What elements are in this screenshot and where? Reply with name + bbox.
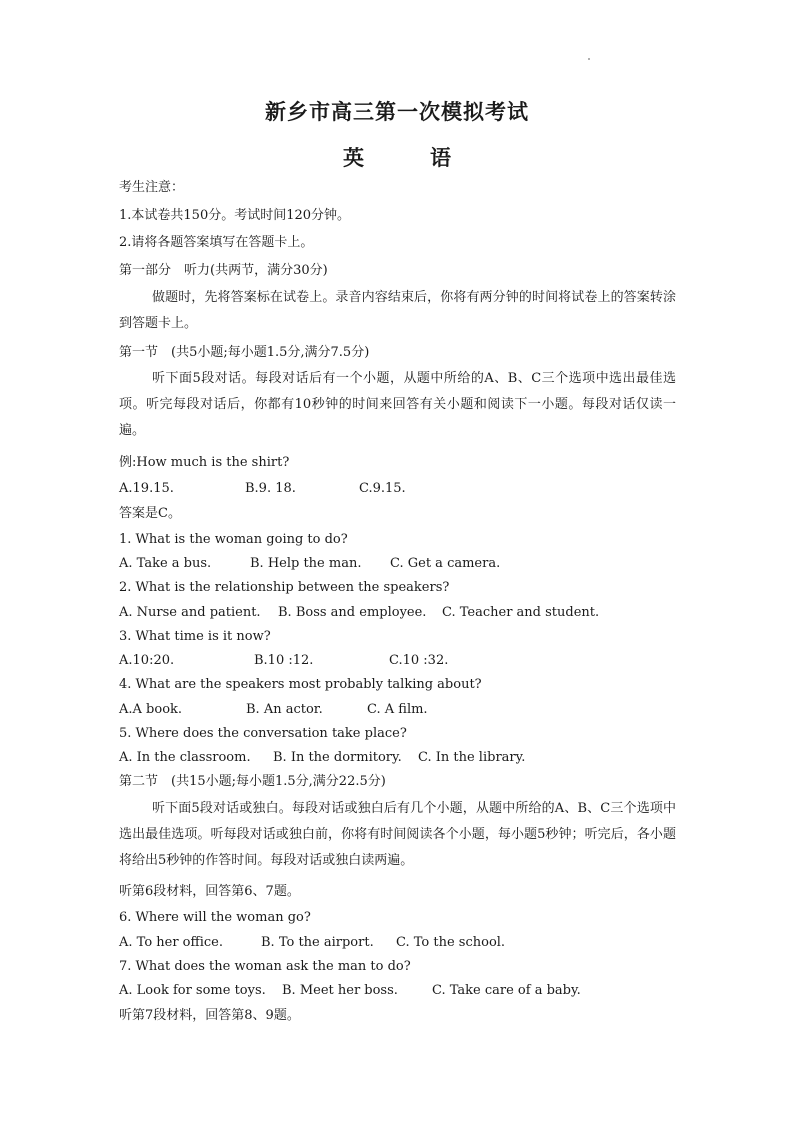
section2-intro: 听下面5段对话或独白。每段对话或独白后有几个小题，从题中所给的A、B、C三个选项中选出最佳选项。听每段对话或独白前，你将有时间阅读各个小题，每小题5秒钟；听完后，各小题将给出5秒钟的作答时间。每段对话或独白读两遍。	[119, 801, 676, 868]
example-option-c: C.9.15.	[359, 481, 406, 496]
q5-option-b: B. In the dormitory.	[273, 750, 402, 765]
part1-heading: 第一部分 听力(共两节，满分30分)	[119, 263, 328, 278]
q2-option-b: B. Boss and employee.	[278, 605, 427, 620]
question-6: 6. Where will the woman go?	[119, 910, 311, 925]
part1-intro: 做题时，先将答案标在试卷上。录音内容结束后，你将有两分钟的时间将试卷上的答案转涂到答题卡上。	[119, 290, 676, 331]
subject-title	[0, 142, 794, 172]
question-1: 1. What is the woman going to do?	[119, 532, 348, 547]
q4-option-c: C. A film.	[367, 702, 428, 717]
question-4: 4. What are the speakers most probably talking about?	[119, 677, 482, 692]
question-7: 7. What does the woman ask the man to do?	[119, 959, 411, 974]
q4-option-b: B. An actor.	[246, 702, 323, 717]
q3-option-b: B.10 :12.	[254, 653, 314, 668]
question-3: 3. What time is it now?	[119, 629, 271, 644]
q7-option-a: A. Look for some toys.	[119, 983, 266, 998]
example-answer: 答案是C。	[119, 506, 181, 521]
q5-option-a: A. In the classroom.	[119, 750, 251, 765]
q1-option-b: B. Help the man.	[250, 556, 362, 571]
section1-heading: 第一节 (共5小题;每小题1.5分,满分7.5分)	[119, 345, 370, 360]
subject-char-2: 语	[430, 146, 451, 170]
exam-title: 新乡市高三第一次模拟考试	[265, 100, 529, 124]
notice-2: 2.请将各题答案填写在答题卡上。	[119, 235, 314, 250]
notice-1: 1.本试卷共150分。考试时间120分钟。	[119, 208, 351, 223]
q7-option-c: C. Take care of a baby.	[432, 983, 581, 998]
q3-option-c: C.10 :32.	[389, 653, 449, 668]
q3-option-a: A.10:20.	[119, 653, 175, 668]
subject-char-1: 英	[343, 146, 364, 170]
q1-option-c: C. Get a camera.	[390, 556, 501, 571]
example-option-b: B.9. 18.	[245, 481, 296, 496]
q6-option-a: A. To her office.	[119, 935, 224, 950]
q4-option-a: A.A book.	[119, 702, 183, 717]
q5-option-c: C. In the library.	[418, 750, 526, 765]
material-7: 听第7段材料，回答第8、9题。	[119, 1008, 300, 1023]
q6-option-c: C. To the school.	[396, 935, 506, 950]
section1-intro: 听下面5段对话。每段对话后有一个小题，从题中所给的A、B、C三个选项中选出最佳选项。听完每段对话后，你都有10秒钟的时间来回答有关小题和阅读下一小题。每段对话仅读一遍。	[119, 371, 676, 438]
example-question: 例:How much is the shirt?	[119, 455, 290, 470]
question-2: 2. What is the relationship between the speakers?	[119, 580, 450, 595]
scan-dot	[588, 58, 590, 60]
q1-option-a: A. Take a bus.	[119, 556, 212, 571]
q6-option-b: B. To the airport.	[261, 935, 374, 950]
question-5: 5. Where does the conversation take place?	[119, 726, 407, 741]
material-6: 听第6段材料，回答第6、7题。	[119, 884, 300, 899]
notice-heading: 考生注意：	[119, 180, 185, 195]
section2-heading: 第二节 (共15小题;每小题1.5分,满分22.5分)	[119, 774, 386, 789]
q7-option-b: B. Meet her boss.	[282, 983, 398, 998]
q2-option-c: C. Teacher and student.	[442, 605, 600, 620]
q2-option-a: A. Nurse and patient.	[119, 605, 261, 620]
example-option-a: A.19.15.	[119, 481, 174, 496]
